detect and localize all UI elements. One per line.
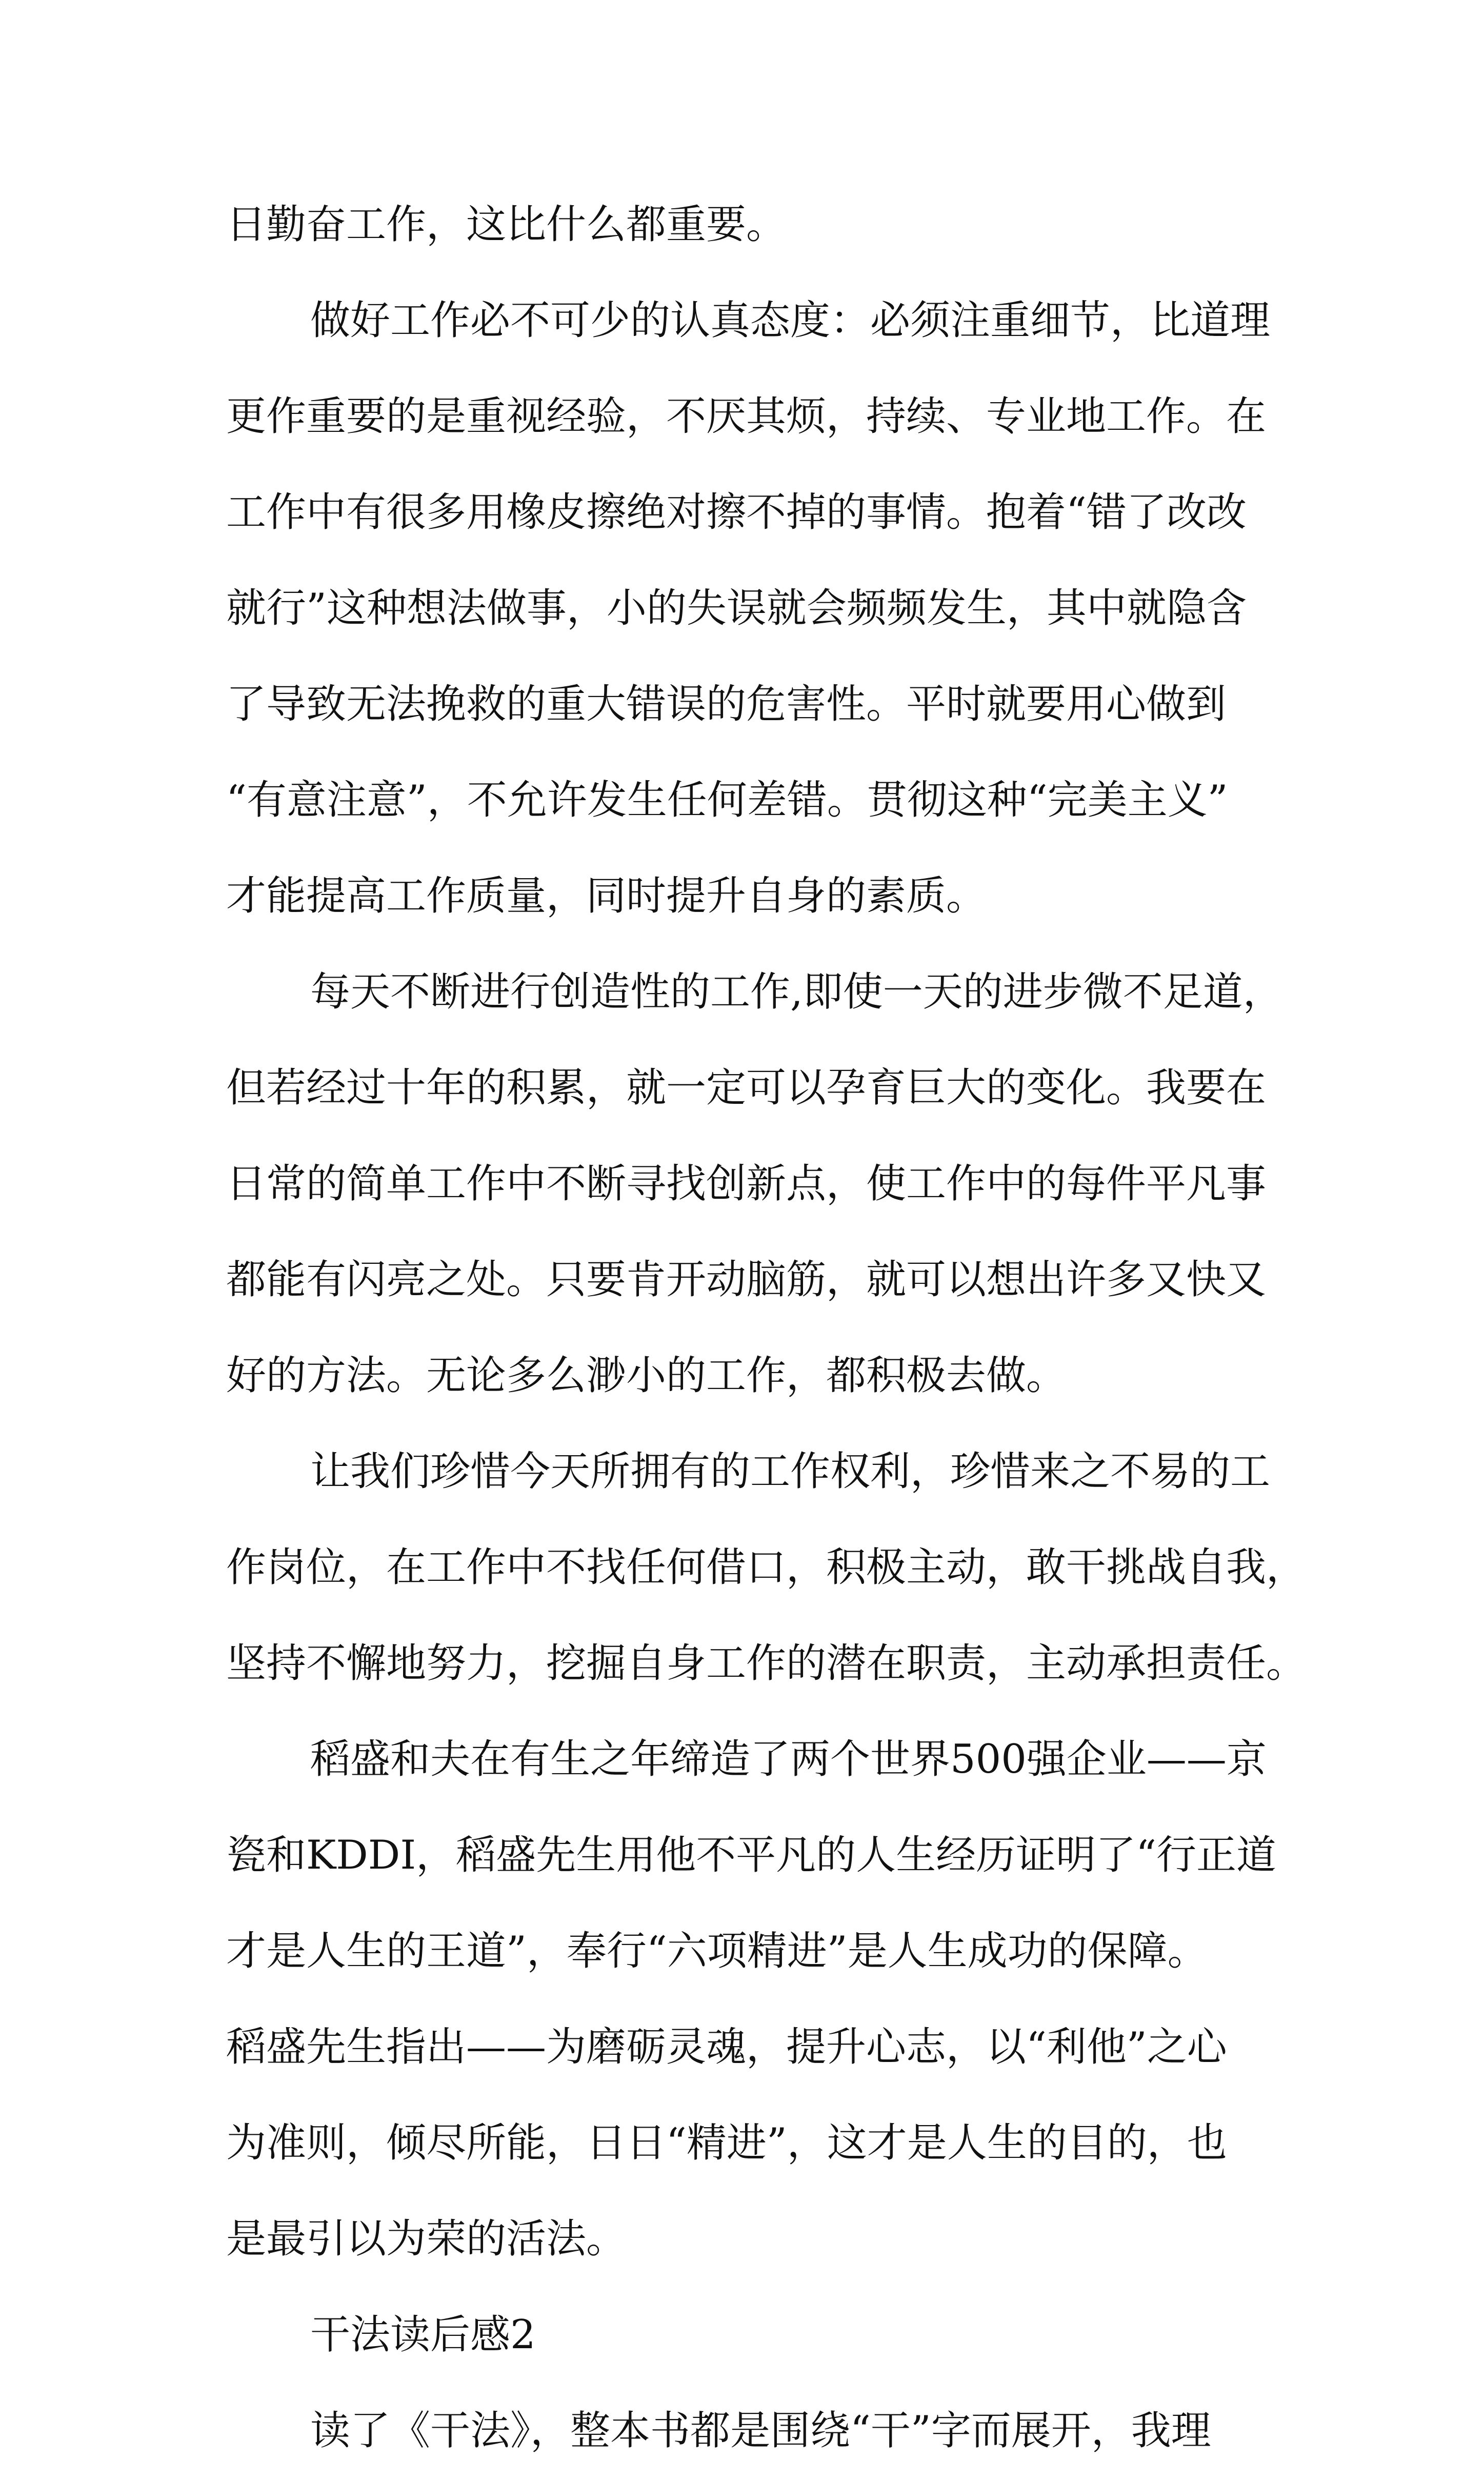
text-line: 作岗位，在工作中不找任何借口，积极主动，敢干挑战自我， [226,1544,1307,1591]
text-line: 就行”这种想法做事，小的失误就会频频发生，其中就隐含 [226,585,1247,631]
text-line: 日勤奋工作，这比什么都重要。 [226,202,787,248]
text-line: 工作中有很多用橡皮擦绝对擦不掉的事情。抱着“错了改改 [226,489,1247,536]
text-line: 才是人生的王道”，奉行“六项精进”是人生成功的保障。 [226,1928,1208,1974]
text-line: 为准则，倾尽所能，日日“精进”，这才是人生的目的，也 [226,2120,1227,2166]
text-line: 坚持不懈地努力，挖掘自身工作的潜在职责，主动承担责任。 [226,1640,1307,1687]
text-line: 都能有闪亮之处。只要肯开动脑筋，就可以想出许多又快又 [226,1257,1267,1303]
text-line: 让我们珍惜今天所拥有的工作权利，珍惜来之不易的工 [310,1449,1271,1495]
text-line: 每天不断进行创造性的工作,即使一天的进步微不足道， [310,969,1283,1015]
text-line: 读了《干法》，整本书都是围绕“干”字而展开，我理 [310,2408,1211,2454]
text-line: 才能提高工作质量，同时提升自身的素质。 [226,873,987,919]
text-line: 是最引以为荣的活法。 [226,2216,627,2262]
text-line: 好的方法。无论多么渺小的工作，都积极去做。 [226,1353,1067,1399]
text-line: 但若经过十年的积累，就一定可以孕育巨大的变化。我要在 [226,1065,1267,1111]
section-heading: 干法读后感2 [310,2312,536,2358]
text-line: 稻盛和夫在有生之年缔造了两个世界500强企业——京 [310,1736,1267,1782]
text-line: 做好工作必不可少的认真态度：必须注重细节，比道理 [310,298,1271,344]
text-line: 日常的简单工作中不断寻找创新点，使工作中的每件平凡事 [226,1161,1267,1207]
text-line: “有意注意”，不允许发生任何差错。贯彻这种“完美主义” [226,777,1228,823]
text-line: 了导致无法挽救的重大错误的危害性。平时就要用心做到 [226,681,1227,727]
text-line: 瓷和KDDI，稻盛先生用他不平凡的人生经历证明了“行正道 [226,1832,1277,1878]
text-line: 更作重要的是重视经验，不厌其烦，持续、专业地工作。在 [226,393,1267,440]
text-line: 稻盛先生指出——为磨砺灵魂，提升心志，以“利他”之心 [226,2024,1227,2070]
body-text [226,177,1307,2479]
